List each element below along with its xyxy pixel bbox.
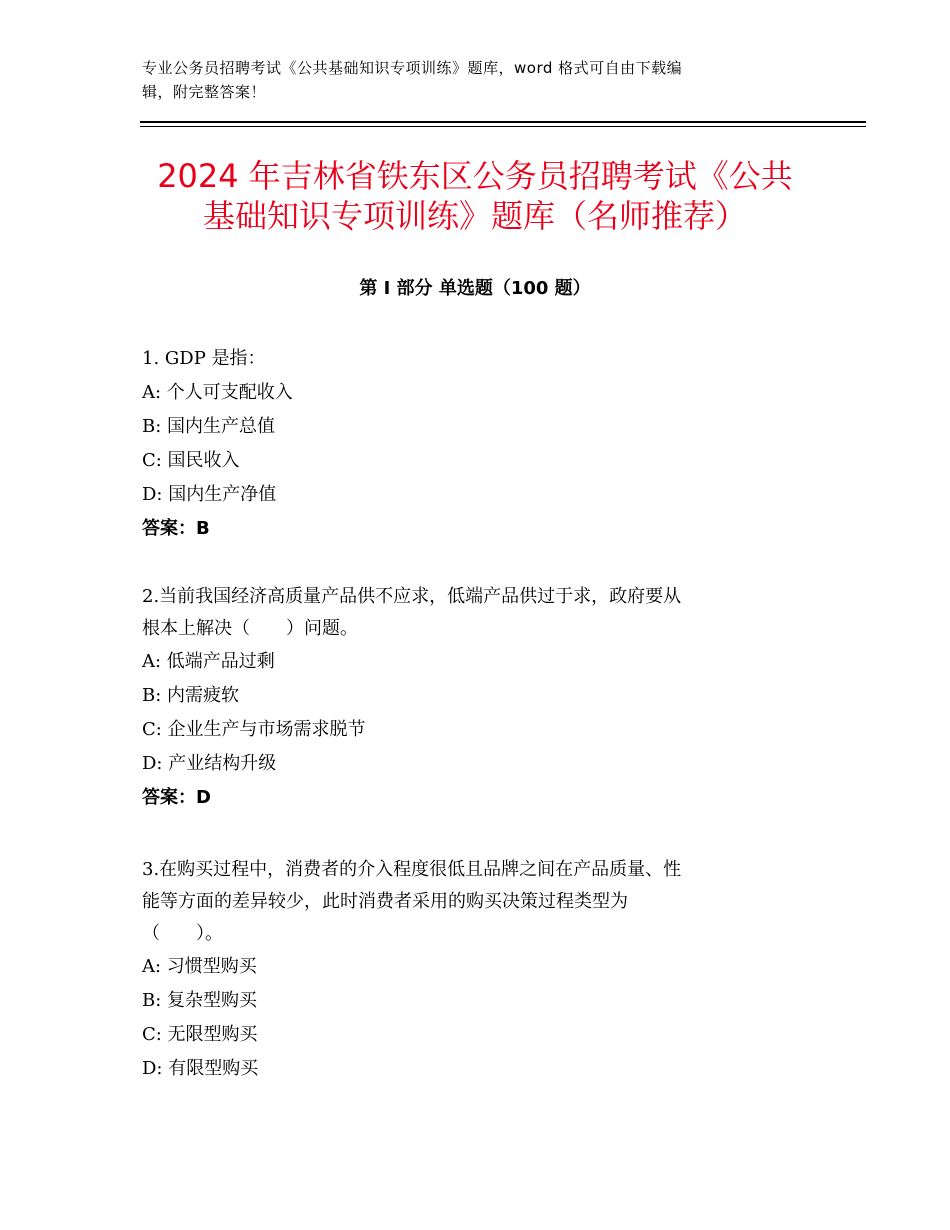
question-stem: 1. GDP 是指： [142,348,266,369]
question-stem-line-1: 2.当前我国经济高质量产品供不应求，低端产品供过于求，政府要从 [142,586,682,607]
option-d: D: 有限型购买 [142,1058,259,1079]
document-title-line-1: 2024 年吉林省铁东区公务员招聘考试《公共 [157,157,793,195]
question-stem-line-3: （ ）。 [142,923,223,944]
question-1 [142,342,802,546]
option-c: C: 国民收入 [142,450,240,471]
document-title-line-2: 基础知识专项训练》题库（名师推荐） [202,197,747,235]
answer: 答案：B [142,518,210,539]
question-stem-line-1: 3.在购买过程中，消费者的介入程度很低且品牌之间在产品质量、性 [142,859,682,880]
option-b: B: 内需疲软 [142,685,240,706]
section-title: 第 I 部分 单选题（100 题） [359,278,591,299]
header-note-line-2: 辑，附完整答案！ [142,83,267,101]
document-title [120,156,830,236]
option-a: A: 习惯型购买 [142,956,257,977]
option-d: D: 产业结构升级 [142,753,277,774]
question-3 [142,854,802,1086]
header-divider-thick [140,121,866,123]
option-d: D: 国内生产净值 [142,484,277,505]
option-b: B: 国内生产总值 [142,416,276,437]
question-stem-line-2: 根本上解决（ ）问题。 [142,618,358,639]
option-c: C: 企业生产与市场需求脱节 [142,719,366,740]
option-a: A: 低端产品过剩 [142,651,275,672]
answer: 答案：D [142,787,211,808]
option-b: B: 复杂型购买 [142,990,258,1011]
header-note [142,56,802,104]
option-a: A: 个人可支配收入 [142,382,293,403]
question-stem-line-2: 能等方面的差异较少，此时消费者采用的购买决策过程类型为 [142,891,628,912]
question-2 [142,581,802,815]
header-divider-thin [140,126,866,127]
option-c: C: 无限型购买 [142,1024,258,1045]
header-note-line-1: 专业公务员招聘考试《公共基础知识专项训练》题库，word 格式可自由下载编 [142,59,683,77]
